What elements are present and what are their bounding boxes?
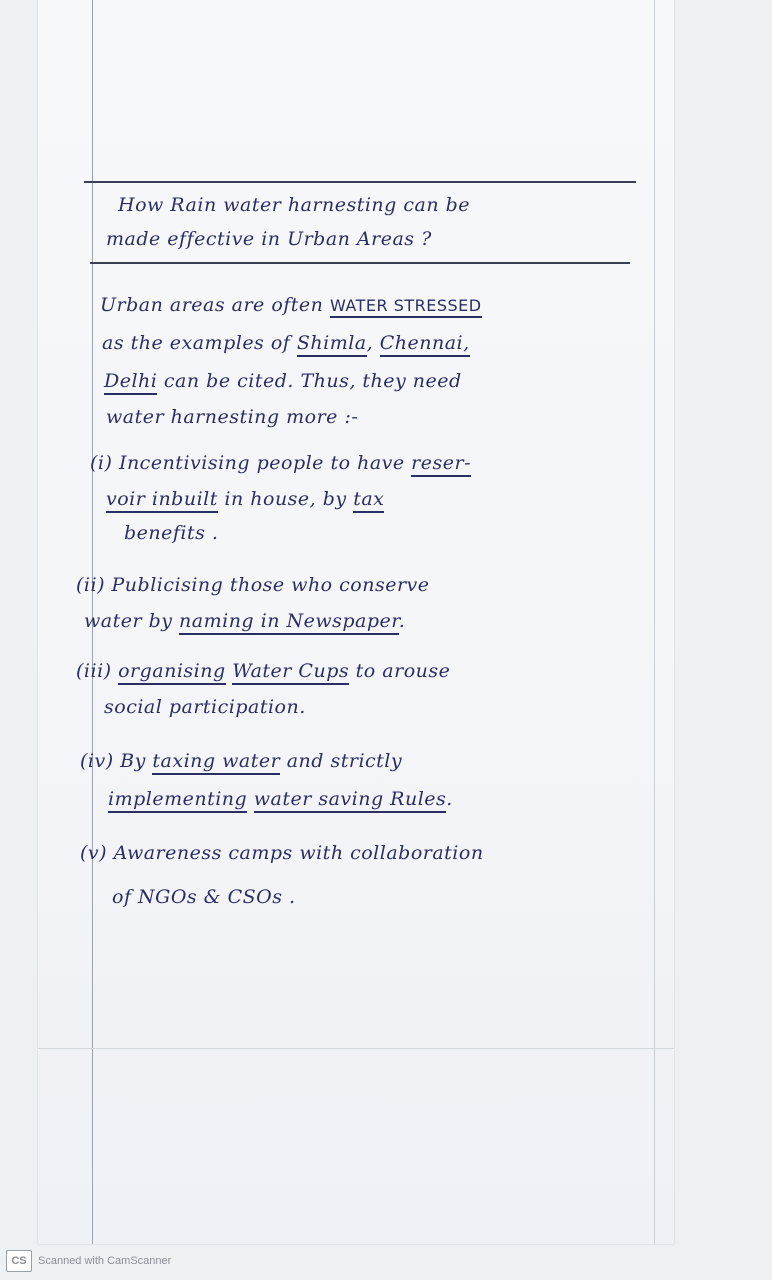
reservoir-text: reser- (411, 452, 471, 477)
water-stressed-text: WATER STRESSED (330, 296, 482, 318)
water-saving-rules-text: water saving Rules (254, 788, 447, 813)
point-1-text: (i) Incentivising people to have (90, 452, 412, 474)
taxing-water-text: taxing water (152, 750, 280, 775)
point-3-numeral: (iii) (76, 660, 119, 682)
period: . (446, 788, 453, 810)
point-4-line-2 (108, 786, 453, 812)
intro-text: as the examples of (102, 332, 297, 354)
heading-line-2: made effective in Urban Areas ? (106, 228, 432, 250)
organising-text: organising (118, 660, 226, 685)
intro-line-1 (100, 292, 482, 319)
inbuilt-text: voir inbuilt (106, 488, 218, 513)
point-3-line-1 (76, 658, 450, 684)
intro-text: can be cited. Thus, they need (157, 370, 462, 392)
shimla-text: Shimla (297, 332, 367, 357)
naming-in-newspaper-text: naming in Newspaper (179, 610, 399, 635)
point-2-line-2 (84, 608, 405, 634)
intro-line-3 (104, 368, 462, 394)
point-4-text: (iv) By (80, 750, 153, 772)
heading-line-1: How Rain water harnesting can be (118, 194, 471, 216)
comma: , (366, 332, 380, 354)
camscanner-label: Scanned with CamScanner (38, 1255, 172, 1267)
point-2-line-1: (ii) Publicising those who conserve (76, 574, 430, 596)
intro-text: Urban areas are often (100, 294, 330, 316)
point-4-text: and strictly (280, 750, 403, 772)
point-5-line-1: (v) Awareness camps with collaboration (80, 842, 484, 864)
chennai-text: Chennai, (380, 332, 470, 357)
point-3-line-2: social participation. (104, 696, 306, 718)
page-crease (38, 1048, 674, 1049)
point-1-line-2 (106, 486, 384, 512)
water-cups-text: Water Cups (232, 660, 349, 685)
point-2-text: water by (84, 610, 180, 632)
implementing-text: implementing (108, 788, 247, 813)
intro-line-4: water harnesting more :- (106, 406, 359, 428)
point-4-line-1 (80, 748, 402, 774)
point-5-line-2: of NGOs & CSOs . (112, 886, 296, 908)
point-1-line-3: benefits . (124, 522, 219, 544)
camscanner-icon: CS (6, 1250, 32, 1272)
point-1-line-1 (90, 450, 471, 476)
period: . (398, 610, 406, 632)
heading-top-rule (84, 181, 636, 183)
delhi-text: Delhi (104, 370, 157, 395)
camscanner-watermark (6, 1250, 171, 1272)
heading-bottom-rule (90, 262, 630, 264)
point-3-text: to arouse (349, 660, 451, 682)
page-fold (654, 0, 655, 1244)
tax-text: tax (353, 488, 384, 513)
space (247, 788, 254, 810)
intro-line-2 (102, 330, 470, 356)
point-1-text: in house, by (217, 488, 354, 510)
